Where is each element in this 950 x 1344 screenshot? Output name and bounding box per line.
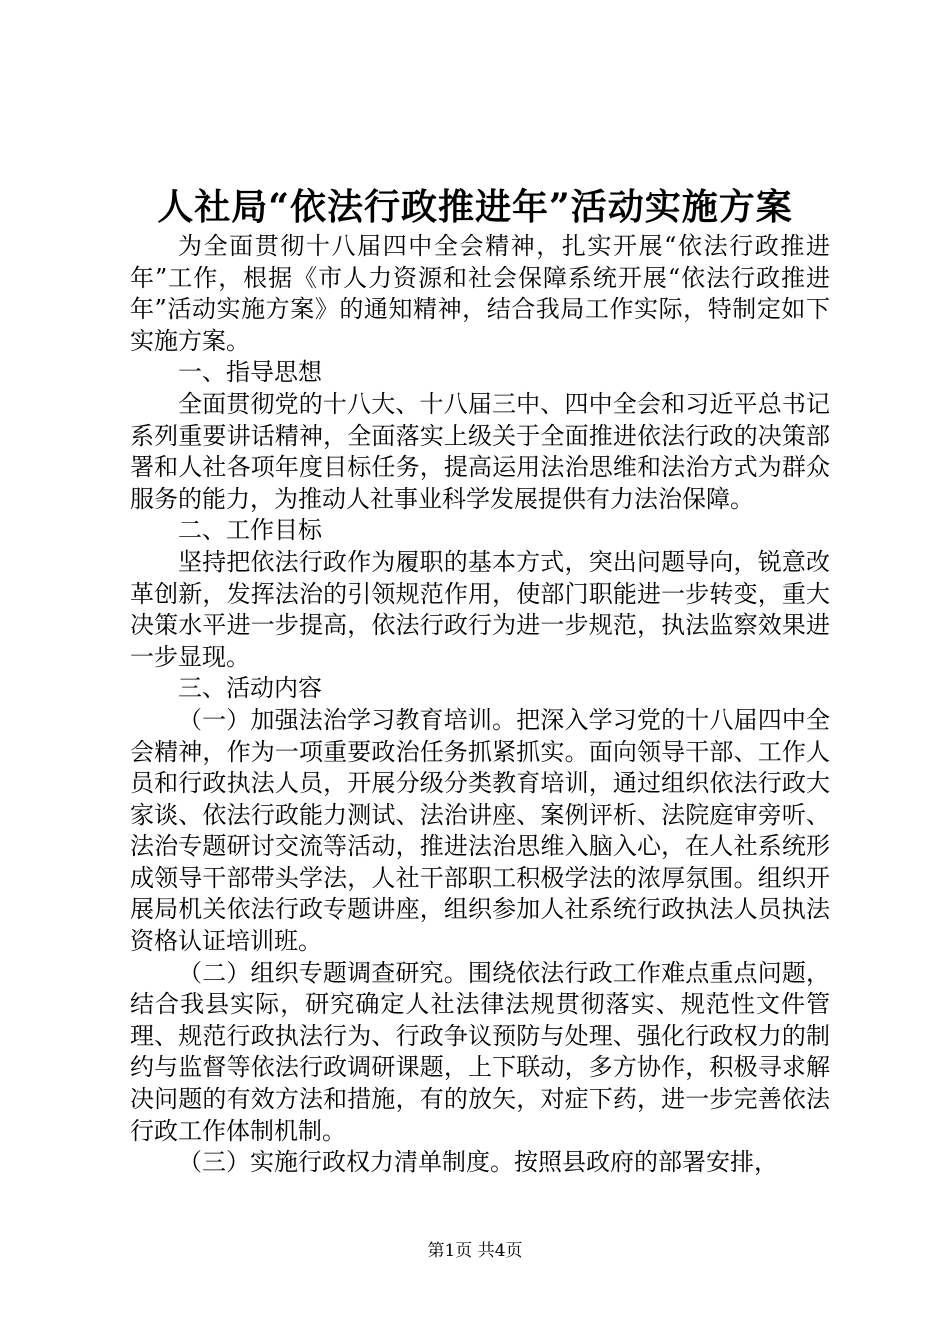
- paragraph-work-goals: 坚持把依法行政作为履职的基本方式，突出问题导向，锐意改革创新，发挥法治的引领规范作用，使部门职能进一步转变，重大决策水平进一步提高，依法行政行为进一步规范，执法监察效果进一步显现。: [130, 547, 830, 671]
- paragraph-guiding-ideology: 全面贯彻党的十八大、十八届三中、四中全会和习近平总书记系列重要讲话精神，全面落实上级关于全面推进依法行政的决策部署和人社各项年度目标任务，提高运用法治思维和法治方式为群众服务的能力，为推动人社事业科学发展提供有力法治保障。: [130, 389, 830, 513]
- page-footer: 第1页 共4页: [427, 1241, 523, 1261]
- paragraph-activity-2: （二）组织专题调查研究。围绕依法行政工作难点重点问题，结合我县实际，研究确定人社法律法规贯彻落实、规范性文件管理、规范行政执法行为、行政争议预防与处理、强化行政权力的制约与监督等依法行政调研课题，上下联动，多方协作，积极寻求解决问题的有效方法和措施，有的放矢，对症下药，进一步完善依法行政工作体制机制。: [130, 958, 830, 1145]
- heading-work-goals: 二、工作目标: [178, 516, 322, 545]
- heading-guiding-ideology: 一、指导思想: [178, 358, 322, 387]
- paragraph-intro: 为全面贯彻十八届四中全会精神，扎实开展“依法行政推进年”工作，根据《市人力资源和社会保障系统开展“依法行政推进年”活动实施方案》的通知精神，结合我局工作实际，特制定如下实施方案。: [130, 232, 830, 355]
- paragraph-activity-1: （一）加强法治学习教育培训。把深入学习党的十八届四中全会精神，作为一项重要政治任务抓紧抓实。面向领导干部、工作人员和行政执法人员，开展分级分类教育培训，通过组织依法行政大家谈、依法行政能力测试、法治讲座、案例评析、法院庭审旁听、法治专题研讨交流等活动，推进法治思维入脑入心，在人社系统形成领导干部带头学法，人社干部职工积极学法的浓厚氛围。组织开展局机关依法行政专题讲座，组织参加人社系统行政执法人员执法资格认证培训班。: [130, 705, 830, 956]
- document-title: 人社局“依法行政推进年”活动实施方案: [157, 186, 793, 228]
- heading-activity-content: 三、活动内容: [178, 674, 322, 703]
- document-body: [130, 231, 830, 1179]
- paragraph-activity-3: （三）实施行政权力清单制度。按照县政府的部署安排，: [178, 1148, 778, 1177]
